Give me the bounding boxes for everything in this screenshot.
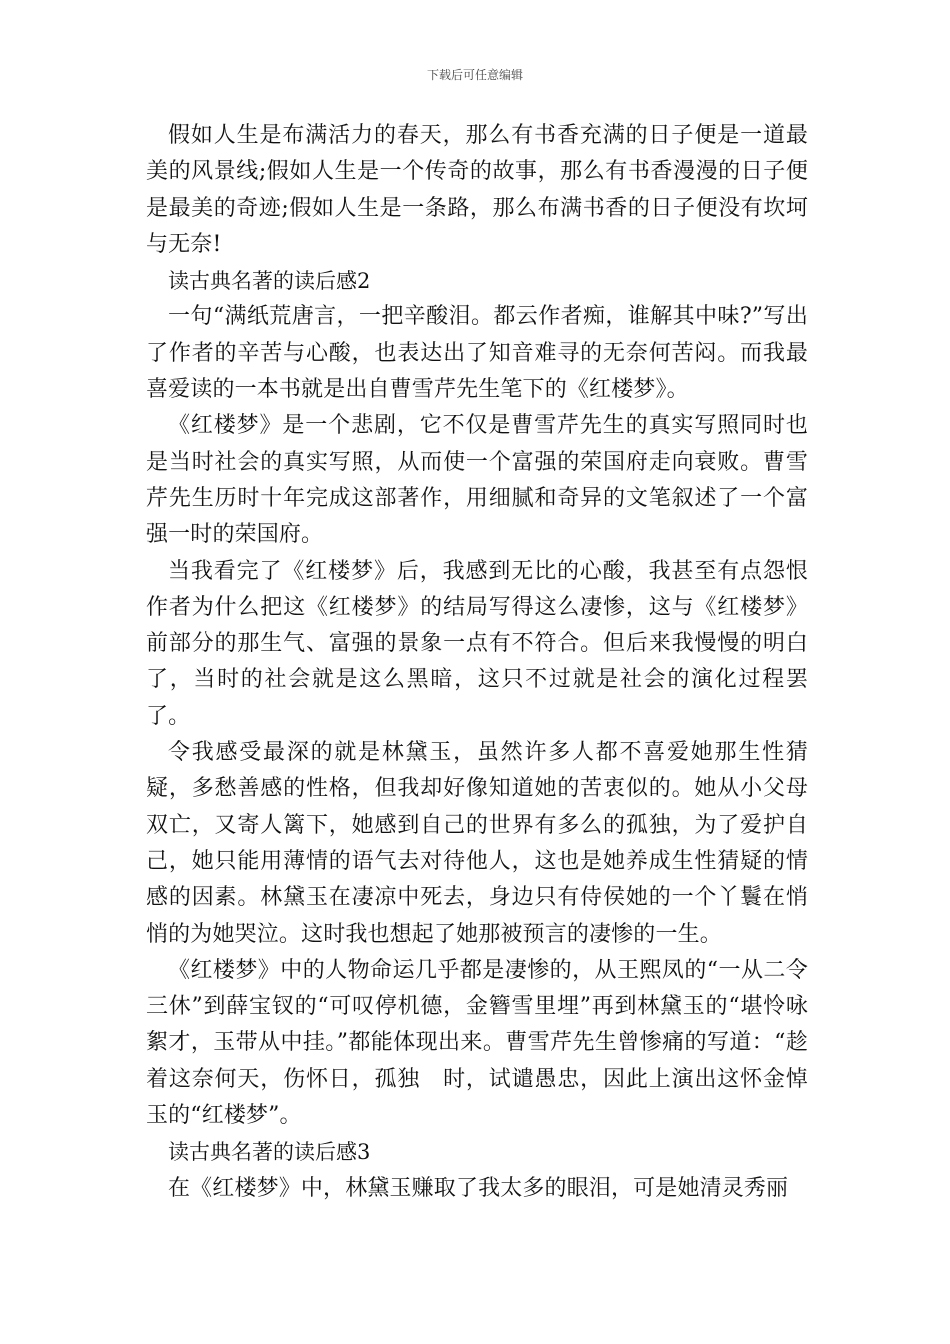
paragraph-tragedy: 《红楼梦》是一个悲剧，它不仅是曹雪芹先生的真实写照同时也是当时社会的真实写照，从而使一个富强的荣国府走向衰败。曹雪芹先生历时十年完成这部著作，用细腻和奇异的文笔叙述了一个富强一时的荣国府。	[146, 413, 808, 548]
paragraph-quote: 一句“满纸荒唐言，一把辛酸泪。都云作者痴，谁解其中味?”写出了作者的辛苦与心酸，也表达出了知音难寻的无奈何苦闷。而我最喜爱读的一本书就是出自曹雪芹先生笔下的《红楼梦》。	[146, 304, 808, 403]
paragraph-lin-daiyu: 令我感受最深的就是林黛玉，虽然许多人都不喜爱她那生性猜疑，多愁善感的性格，但我却好像知道她的苦衷似的。她从小父母双亡，又寄人篱下，她感到自己的世界有多么的孤独，为了爱护自己，她只能用薄情的语气去对待他人，这也是她养成生性猜疑的情感的因素。林黛玉在凄凉中死去，身边只有侍侯她的一个丫鬟在悄悄的为她哭泣。这时我也想起了她那被预言的凄惨的一生。	[146, 740, 808, 947]
section-heading-3: 读古典名著的读后感3	[168, 1140, 371, 1165]
paragraph-section3-start: 在《红楼梦》中，林黛玉赚取了我太多的眼泪，可是她清灵秀丽	[168, 1175, 789, 1201]
section-heading-2: 读古典名著的读后感2	[168, 269, 371, 294]
paragraph-intro: 假如人生是布满活力的春天，那么有书香充满的日子便是一道最美的风景线;假如人生是一个传奇的故事，那么有书香漫漫的日子便是最美的奇迹;假如人生是一条路，那么布满书香的日子便没有坎坷与无奈!	[146, 123, 808, 257]
paragraph-reflection: 当我看完了《红楼梦》后，我感到无比的心酸，我甚至有点怨恨作者为什么把这《红楼梦》的结局写得这么凄惨，这与《红楼梦》前部分的那生气、富强的景象一点有不符合。但后来我慢慢的明白了，当时的社会就是这么黑暗，这只不过就是社会的演化过程罢了。	[146, 558, 808, 729]
document-body	[146, 118, 808, 1207]
paragraph-fate: 《红楼梦》中的人物命运几乎都是凄惨的，从王熙凤的“一从二令三休”到薛宝钗的“可叹停机德，金簪雪里埋”再到林黛玉的“堪怜咏絮才，玉带从中挂。”都能体现出来。曹雪芹先生曾惨痛的写道：“趁着这奈何天，伤怀日，孤独 时，试谴愚忠，因此上演出这怀金悼玉的“红楼梦”。	[146, 957, 808, 1129]
page-header: 下载后可任意编辑	[426, 68, 523, 82]
